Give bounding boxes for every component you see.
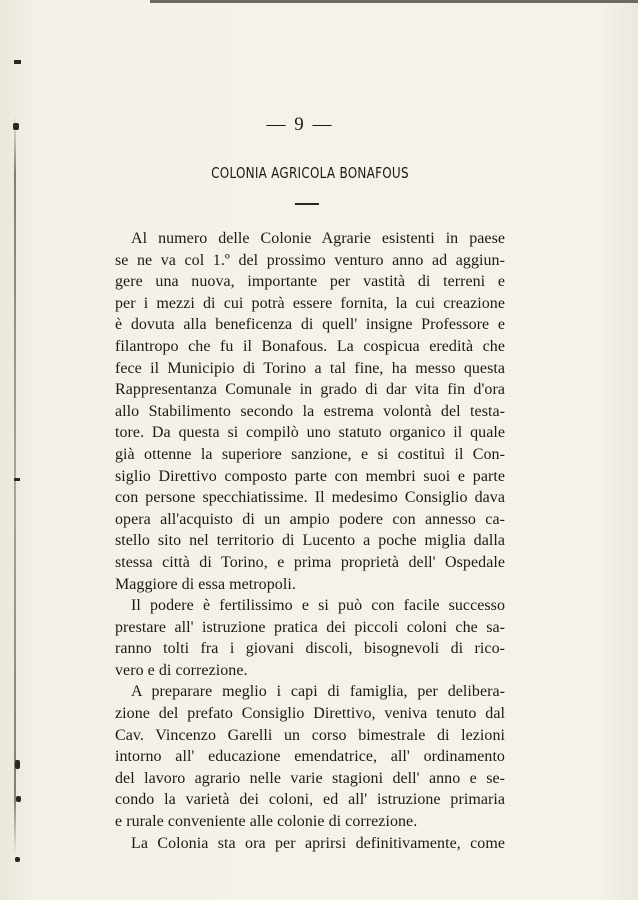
text-line: Rappresentanza Comunale in grado di dar vita fin d'ora (115, 381, 505, 399)
text-line: e rurale conveniente alle colonie di correzione. (115, 813, 418, 831)
text-line: Il podere è fertilissimo e si può con facile successo (131, 597, 505, 615)
margin-mark (15, 760, 20, 769)
page-title: COLONIA AGRICOLA BONAFOUS (211, 164, 409, 182)
text-line: condo la varietà dei coloni, ed all' istruzione primaria (115, 791, 505, 809)
text-line: allo Stabilimento secondo la estrema volontà del testa- (115, 402, 505, 420)
text-line: per i mezzi di cui potrà essere fornita, la cui creazione (115, 294, 505, 312)
text-line: Cav. Vincenzo Garelli un corso bimestrale di lezioni (115, 726, 505, 744)
text-line: gere una nuova, importante per vastità di terreni e (115, 273, 505, 291)
text-line: siglio Direttivo composto parte con membri suoi e parte (115, 467, 505, 485)
text-line: stessa città di Torino, e prima proprietà dell' Ospedale (115, 553, 505, 571)
text-line: ranno tolti fra i giovani discoli, bisognevoli di rico- (115, 640, 505, 658)
text-line: è dovuta alla beneficenza di quell' insigne Professore e (115, 316, 505, 334)
text-line: prestare all' istruzione pratica dei piccoli coloni che sa- (115, 618, 505, 636)
text-line: intorno all' educazione emendatrice, all' ordinamento (115, 748, 505, 766)
text-line: vero e di correzione. (115, 661, 248, 679)
text-line: con persone specchiatissime. Il medesimo Consiglio dava (115, 489, 505, 507)
body-text (115, 228, 505, 854)
page-number: — 9 — (266, 114, 334, 135)
text-line: se ne va col 1.º del prossimo venturo anno ad aggiun- (115, 251, 505, 269)
binding-edge (14, 115, 16, 855)
text-line: opera all'acquisto di un ampio podere con annesso ca- (115, 510, 505, 528)
text-line: stello sito nel territorio di Lucento a poche miglia dalla (115, 532, 505, 550)
text-line: già ottenne la superiore sanzione, e si costituì il Con- (115, 445, 505, 463)
text-line: zione del prefato Consiglio Direttivo, veniva tenuto dal (115, 705, 505, 723)
text-line: filantropo che fu il Bonafous. La cospicua eredità che (115, 337, 505, 355)
text-line: Al numero delle Colonie Agrarie esistenti in paese (131, 230, 505, 247)
text-line: A preparare meglio i capi di famiglia, per delibera- (131, 683, 505, 701)
text-line: tore. Da questa si compilò uno statuto organico il quale (115, 424, 505, 442)
margin-mark (16, 796, 21, 802)
top-edge-rule (150, 0, 638, 3)
margin-mark (13, 123, 19, 130)
text-line: del lavoro agrario nelle varie stagioni dell' anno e se- (115, 769, 505, 787)
margin-mark (14, 60, 21, 64)
text-line: Maggiore di essa metropoli. (115, 575, 296, 593)
text-line: fece il Municipio di Torino a tal fine, ha messo questa (115, 359, 505, 377)
text-line: La Colonia sta ora per aprirsi definitivamente, come (131, 834, 505, 852)
title-rule (295, 203, 319, 205)
margin-mark (14, 478, 20, 481)
margin-mark (15, 857, 20, 862)
